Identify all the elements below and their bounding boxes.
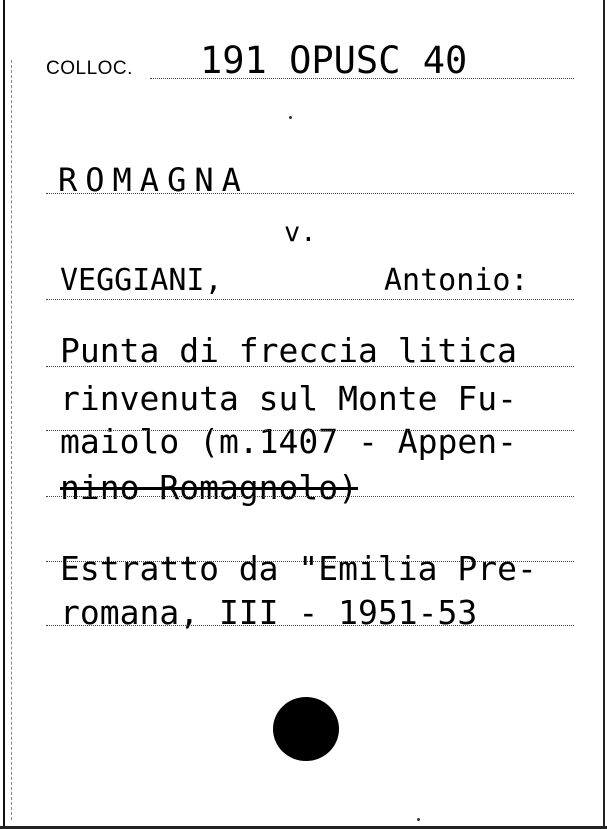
source-line-2: romana, III - 1951-53 xyxy=(60,593,478,632)
paper-speck xyxy=(417,818,420,821)
title-rule-3 xyxy=(46,496,574,497)
author-surname: VEGGIANI, xyxy=(60,263,223,298)
colloc-rule xyxy=(150,78,574,79)
source-line-1: Estratto da "Emilia Pre- xyxy=(60,549,537,588)
colloc-value: 191 OPUSC 40 xyxy=(200,39,468,82)
title-line-3: maiolo (m.1407 - Appen- xyxy=(60,422,517,461)
title-line-1: Punta di freccia litica xyxy=(60,331,517,370)
paper-speck xyxy=(289,116,292,119)
card-right-edge xyxy=(603,0,605,829)
punch-hole xyxy=(273,697,339,761)
card-left-margin-line xyxy=(11,60,13,820)
author-first-name: Antonio: xyxy=(384,263,529,298)
subject-rule xyxy=(46,193,574,194)
title-rule-2 xyxy=(46,430,574,431)
see-reference-mark: v. xyxy=(284,217,317,248)
card-left-edge xyxy=(3,0,5,829)
title-rule-1 xyxy=(46,366,574,367)
colloc-label: COLLOC. xyxy=(46,58,133,79)
author-rule xyxy=(46,299,574,300)
title-line-2: rinvenuta sul Monte Fu- xyxy=(60,379,517,418)
title-line-4: nino Romagnolo) xyxy=(60,468,359,507)
source-rule-2 xyxy=(46,625,574,626)
subject-heading: ROMAGNA xyxy=(58,161,249,199)
